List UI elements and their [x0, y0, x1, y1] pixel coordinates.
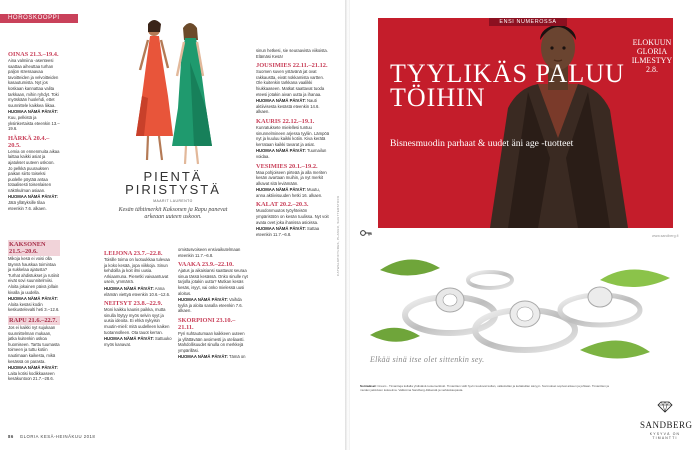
sign-heading: JOUSIMIES 22.11.–21.12.	[256, 62, 328, 70]
page-footer	[8, 434, 95, 439]
hint-text: Kuu, pelkistä ja yksinkertaista eteenkin 13.–19.6.	[8, 114, 60, 132]
sign-heading: OINAS 21.3.–19.4.	[8, 51, 59, 58]
sign-heading: RAPU 21.6.–22.7.	[8, 316, 60, 325]
sign-hint	[104, 286, 172, 297]
hint-text: Aloita kesäsi kodin keskustelevalti heti 3.–12.6.	[8, 301, 60, 313]
sign-hint	[256, 226, 330, 237]
hint-text: Sattaa eteenkin 11.7.–6.8.	[256, 226, 320, 237]
article-byline: MAARIT LAURENTO	[153, 199, 193, 203]
sign-heading: KALAT 20.2.–20.3.	[256, 201, 309, 209]
horoscope-column-2	[8, 237, 60, 383]
hint-text: Tuumailun voidaa.	[256, 148, 327, 159]
photo-credit: CATWALKPICTURES, PLANUR, SHUTTERSTOCK	[336, 195, 340, 276]
sign-hint	[8, 109, 60, 131]
horoscope-column-4	[178, 247, 248, 361]
next-issue-tab: ENSI NUMEROSSA	[489, 18, 567, 26]
section-label: HOROSKOOPPI	[0, 14, 78, 23]
sign-hint	[178, 297, 248, 314]
page-number: 86	[8, 434, 14, 439]
sign-heading: VAAKA 23.9.–22.10.	[178, 261, 234, 269]
sign-text	[178, 247, 248, 258]
sign-text	[256, 125, 330, 147]
sign-hint	[8, 296, 60, 313]
sign-body: Aina valmiina -asenteesi saattaa aiheuttaa turhan paljon stressaavaa tavoitteiden ja velvoitteiden kasautumista. Nyt jos koskaan kannattaa valita tarkkaan, mihin ryhdyt. Toki myöskään huolehdi, ettet suunnittele kaikkea liikaa.	[8, 58, 59, 108]
hint-label: HUOMAA NÄMÄ PÄIVÄT:	[256, 226, 306, 232]
cover-preview	[378, 18, 673, 228]
next-issue-page	[350, 0, 696, 450]
article-headline: PIENTÄ PIRISTYSTÄ	[125, 169, 221, 197]
sign-body: Jos ei kaikki nyt sujukaan suunnittelman mukaan, jatka kuitenkin uskoa huomiseen. Tarttu tuumasta toimeen ja tuttu kotiin nautimaan kaikesta, mikä kesässä on parasta.	[8, 324, 60, 364]
sign-text	[256, 170, 330, 187]
sign-body: Toisille toima on luotuukkaa tulevaa ja koko kesää, jopa viikkoja. Sinun kehdoilla ja koit ilmi uusia. Arkiaamuna. Pienetki vaivaantuvat usein, ymmärrä.	[104, 257, 170, 285]
sign-body: Mikoja kesä ei voisi olla täynnä hauskaa toimintaa ja sukkelaa ajatusta? Turhat ahdistukset ja rutiinit eivät sovi suunnitelmiisi. Aloita jokainen päivä jollain kivalla ja uudella.	[8, 256, 60, 295]
sign-heading: KAKSONEN 21.5.–20.6.	[8, 240, 60, 256]
sign-text	[256, 69, 330, 97]
script-tagline: Elkää sinä itse olet sittenkin sey.	[370, 355, 485, 364]
brand-logo	[640, 400, 693, 440]
sign-body: Moni kaikku kaunis paikka, mutta sinulla löytyy myös selvin syyt ja uusia ideoita. Ei ehkä nykyisin muutin-mieli: mitä uudelleen kaiken tuotannolleen. Ota tauot kerran.	[104, 307, 170, 335]
sign-hint	[104, 336, 172, 347]
cover-title: TYYLIKÄS PALUU TÖIHIN	[390, 59, 625, 112]
sign-body: Pyri suhtautumaan kaikkeen uuteen ja yllättävään avoimesti ja uteliaasti. Mahdollisuudet sinulla on merkkejä ympärilläsi.	[178, 330, 245, 353]
sign-hint	[8, 365, 60, 382]
sign-text	[104, 307, 172, 335]
hint-label: HUOMAA NÄMÄ PÄIVÄT:	[8, 365, 58, 371]
hint-text: Sattuuko myös kanavat.	[104, 336, 172, 347]
sign-text	[256, 208, 330, 225]
hint-text: Vaihda tyyliä ja aloita sanalla eteenkin 7.6. alkaen.	[178, 297, 243, 314]
diamond-icon	[657, 401, 673, 413]
sign-text	[256, 48, 330, 59]
sign-text	[178, 268, 248, 296]
hint-label: HUOMAA NÄMÄ PÄIVÄT:	[178, 297, 228, 303]
hint-text: Jätä yllätyksille tilaa eteenkin 7.6. alkaen.	[8, 200, 47, 211]
key-icon	[360, 229, 372, 237]
sign-text	[8, 58, 60, 108]
sign-body: omistusvoiseen ensivaikutelmaan eteenkin 11.7.–6.8.	[178, 247, 241, 258]
sign-hint	[178, 354, 248, 360]
horoscope-column-3	[104, 247, 172, 348]
horoscope-column-5	[256, 48, 330, 238]
product-credits	[360, 384, 615, 392]
hint-label: HUOMAA NÄMÄ PÄIVÄT:	[8, 109, 58, 115]
sign-hint	[256, 98, 330, 115]
sign-hint	[256, 148, 330, 159]
sign-text	[8, 325, 60, 364]
hint-text: Laita kotisi kodikkaaseen kesäkuntoon 21.7.–28.6.	[8, 370, 55, 382]
hint-text: Nauti aktiivisesta kesästä eteenkin 14.6. alkaen.	[256, 98, 320, 115]
sign-text	[8, 256, 60, 295]
sign-body: Kunratuksete mielellesi tuntuu sinunnelmineen arjessa tyyliin. Lämpöä nyt ja kuuluu kaikki kotiin. Kiva kerätä kerrataan kaikki tavarat ja asiat.	[256, 124, 330, 147]
hint-label: HUOMAA NÄMÄ PÄIVÄT:	[104, 285, 154, 291]
hint-text: Muutu, anna aktiivisuuden hetki 16. alkaen.	[256, 187, 323, 198]
fashion-models-photo	[128, 18, 214, 166]
horoscope-column-1	[8, 48, 60, 212]
diamond-rings-photo	[350, 240, 696, 393]
sign-body: Suomen suven ystävänä jat ovat rakkaustta, eivät nokkamista vartten. Ole kuitenkin tarkkana vaalikki hiukkaaseen. Matkat saattavat tuoda eteesi jotakin aivan uutta ja ihanaa.	[256, 69, 325, 97]
brand-name: SANDBERG	[640, 420, 693, 430]
hint-label: HUOMAA NÄMÄ PÄIVÄT:	[256, 98, 306, 104]
sign-hint	[8, 194, 60, 211]
sign-body: Muodonmuutos työyhteisön ympäristöön on kesän tuulissa. Nyt voit avata ovet joka ihanissa asioissa.	[256, 208, 329, 225]
sign-heading: KAURIS 22.12.–19.1.	[256, 117, 315, 125]
sign-body: Lemia on ennenmuita aikaa laittaa kaikki asiat ja ajatukset uuteen uskoon. Jo pelkkä puurauksen paikan siirto toiseksi puolelle pöytää antaa totaalisesti toisenlaisen näkökulman asiaan.	[8, 148, 60, 193]
sign-text	[104, 257, 172, 285]
hint-label: HUOMAA NÄMÄ PÄIVÄT:	[104, 336, 154, 342]
horoscope-page	[0, 0, 345, 450]
issue-label: GLORIA KESÄ-HEINÄKUU 2018	[19, 434, 96, 439]
sign-text	[8, 149, 60, 194]
sign-heading: SKORPIONI 23.10.–21.11.	[178, 316, 236, 331]
sign-body: Ajatus ja aikaisiansi saattavat seuraa sinua tässä kesässä. Onko sinulle nyt tarjolla jotakin uutta? Mutkan kesäs kesäs, isyyt, vai onko mielessä uusi aloitus.	[178, 268, 248, 296]
cover-subtitle: Bisnesmuodin parhaat & uudet äni age -tuotteet	[390, 138, 574, 149]
hint-label: HUOMAA NÄMÄ PÄIVÄT:	[8, 194, 58, 200]
sign-body: sinun hetkesi, sie seuraavista viikoista. Elämäsi Kesä!	[256, 48, 328, 59]
sign-heading: VESIMIES 20.1.–19.2.	[256, 162, 318, 170]
hint-label: HUOMAA NÄMÄ PÄIVÄT:	[256, 187, 306, 193]
sign-heading: NEITSYT 23.8.–22.9.	[104, 300, 163, 308]
cover-date: ELOKUUN GLORIA ILMESTYY 2.8.	[631, 38, 673, 74]
website-url: www.sandberg.fi	[652, 234, 679, 238]
credits-label: Sormukset:	[360, 384, 377, 388]
sign-heading: LEIJONA 23.7.–22.8.	[104, 250, 163, 257]
sign-hint	[256, 187, 330, 198]
article-lead: Kesän tähtimerkit Kaksonen ja Rapu panevat arkeaan uuteen uskoon.	[118, 207, 228, 220]
sign-heading: HÄRKÄ 20.4.–20.5.	[8, 134, 50, 149]
hint-label: HUOMAA NÄMÄ PÄIVÄT:	[256, 148, 306, 154]
hint-label: HUOMAA NÄMÄ PÄIVÄT:	[178, 354, 228, 360]
sign-text	[178, 331, 248, 353]
sign-body: Maa pohjoiseen pirteää ja alla meriten kesän avartaan muihin, ja nyt merkit alkavat sitä leviämään.	[256, 169, 327, 186]
brand-tagline: KYSYVÄ ON TIMANTTI	[649, 432, 681, 440]
hint-text: Anna elämän viettyä eteenkin 10.6.–12.6.	[104, 285, 171, 297]
hint-text: Tämä on	[228, 354, 246, 360]
hint-label: HUOMAA NÄMÄ PÄIVÄT:	[8, 296, 58, 302]
credits-text: Cream - Timantteja kullalla yhdistävä tuotemerkistö. Timanttien välit hyvin kuuluvat kullan, valkokullan ja keltakullan sävyyn. Sormukset sopivat arkeen ja juhlaan. Timanttien ja muiden jalokivien kokoelma. Valikoima Sandberg-liikkeistä ja verkkokaupasta.	[360, 384, 609, 393]
